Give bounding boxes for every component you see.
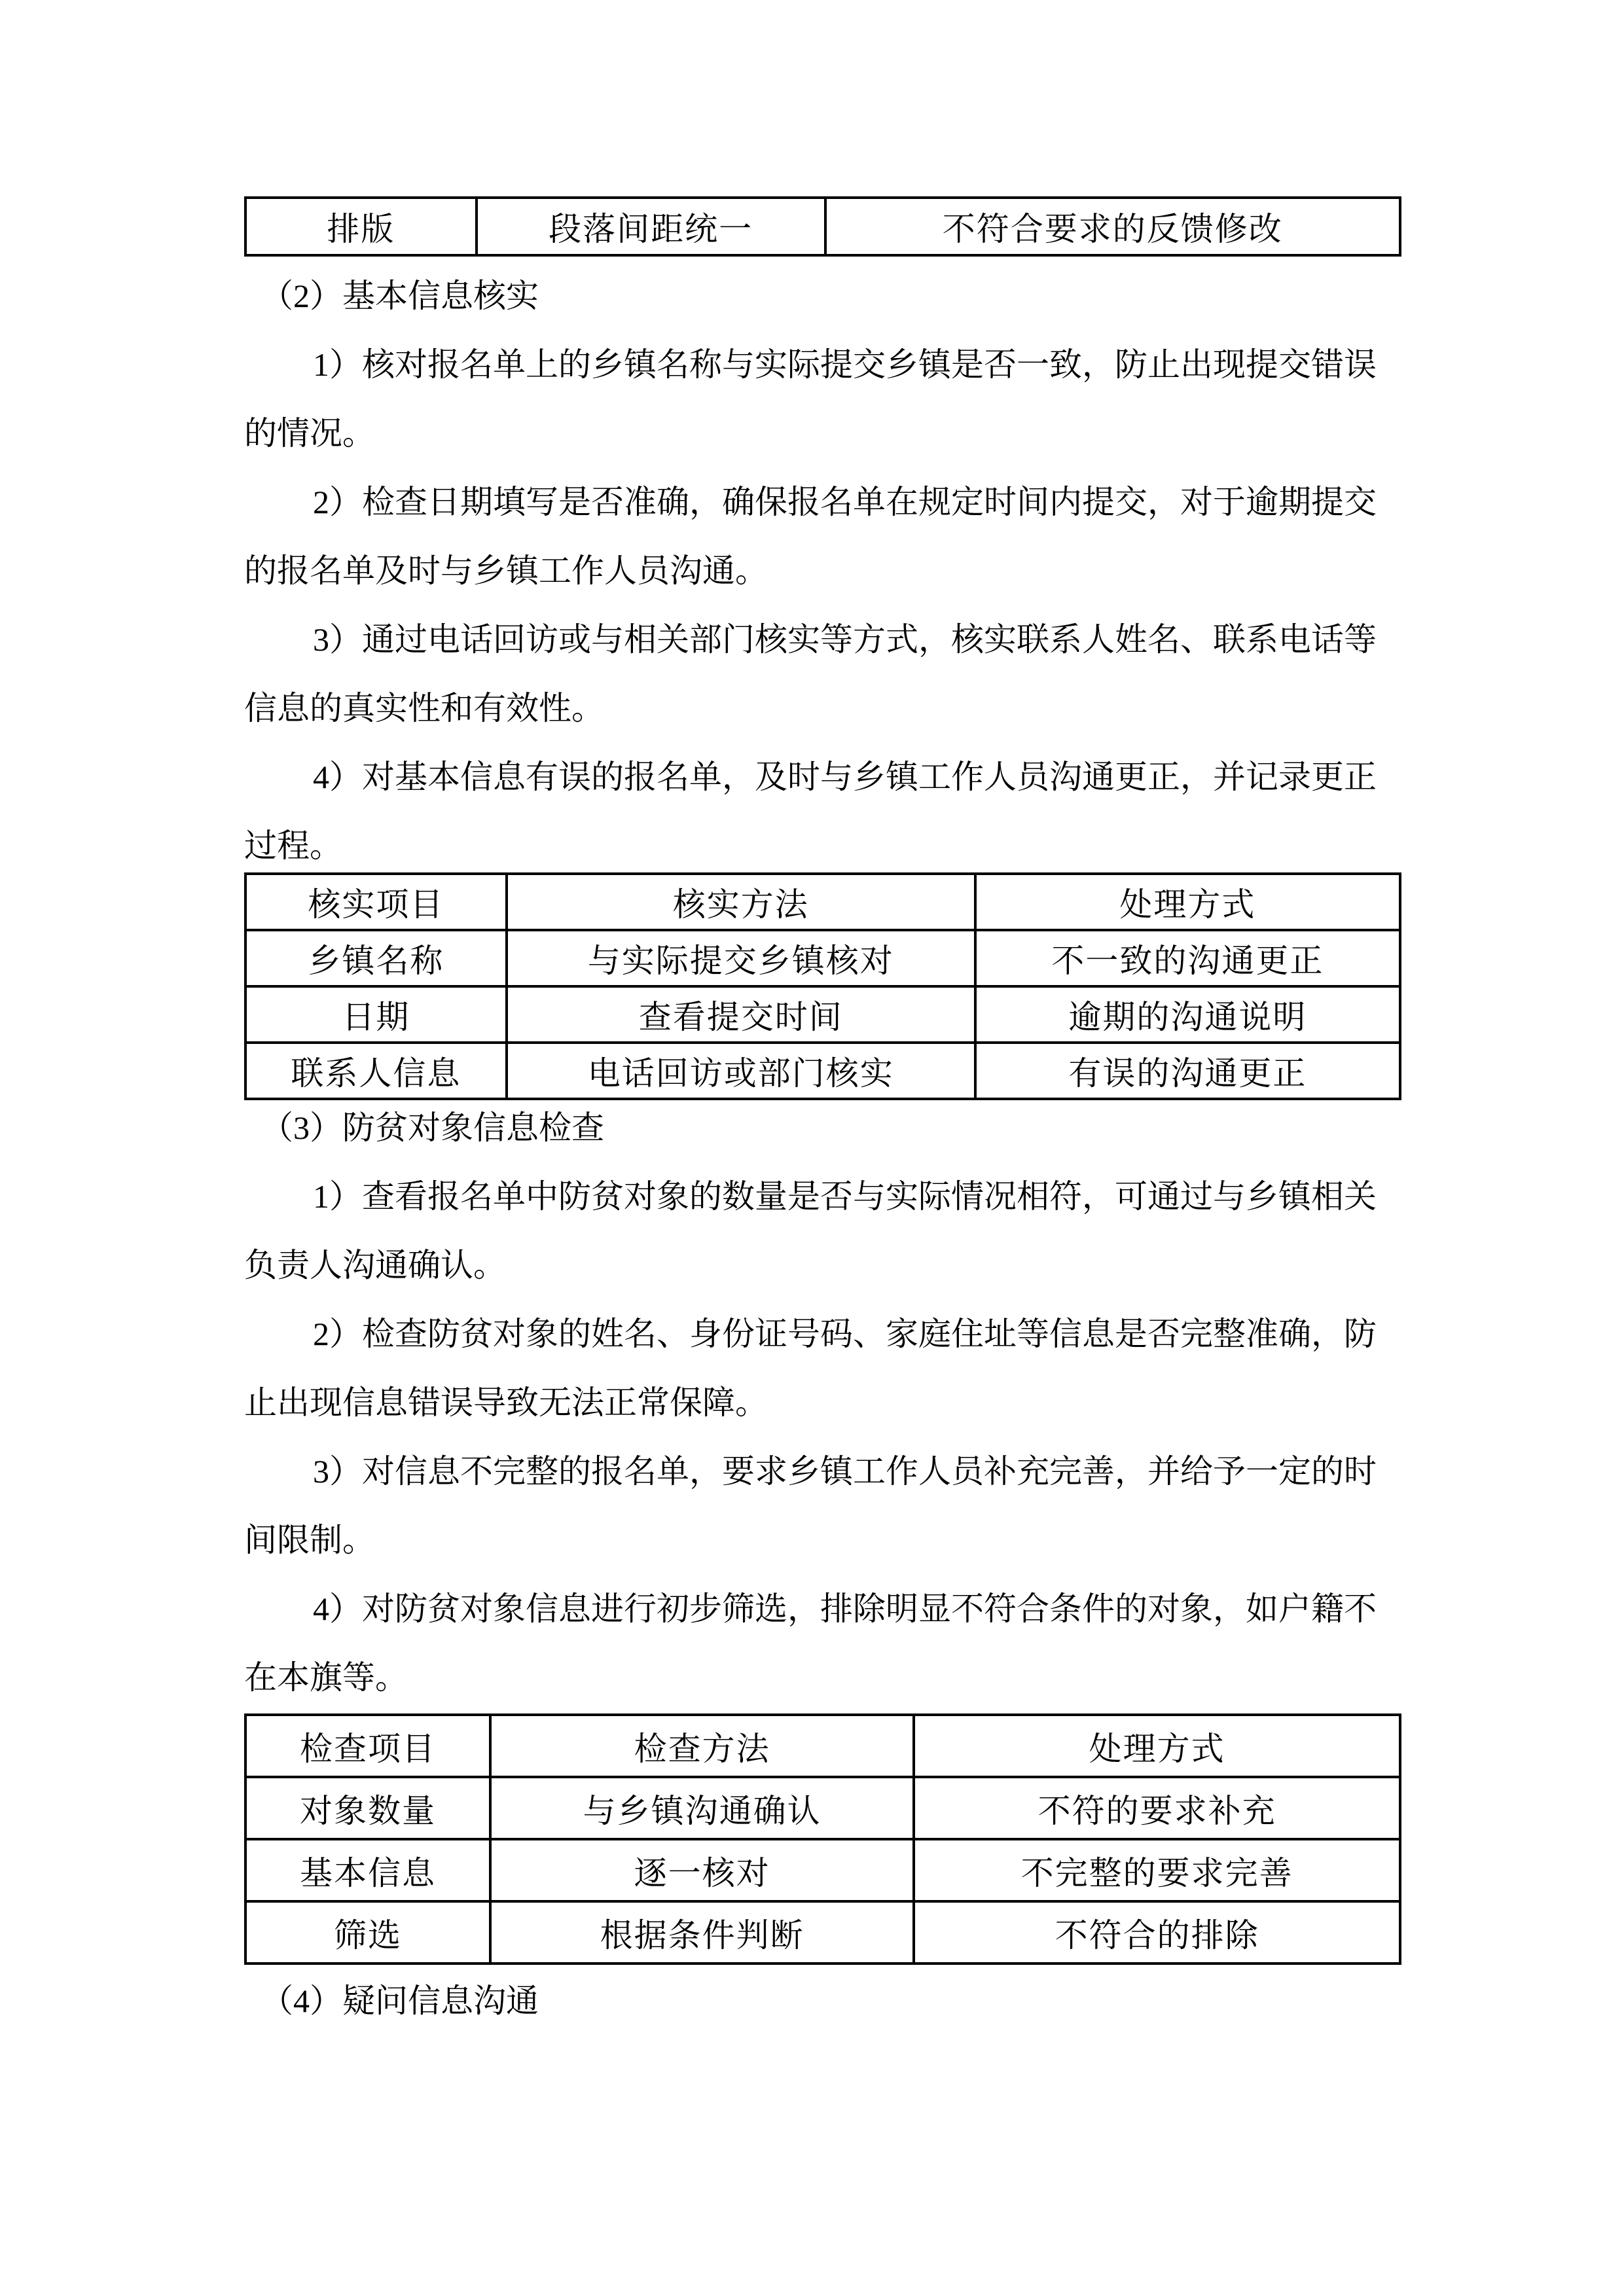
text-line: 在本旗等。 [244, 1659, 408, 1696]
text-line: 间限制。 [244, 1522, 375, 1558]
section-4-paragraphs [244, 1967, 1377, 2036]
table-cell: 不完整的要求完善 [914, 1839, 1400, 1901]
table-cell: 段落间距统一 [477, 198, 825, 255]
text-line: 4）对防贫对象信息进行初步筛选，排除明显不符合条件的对象，如户籍不 [313, 1590, 1377, 1627]
table-cell: 查看提交时间 [507, 986, 975, 1043]
table-cell: 不符合要求的反馈修改 [825, 198, 1400, 255]
table-header-row [245, 874, 1400, 930]
section-3-paragraphs [244, 1094, 1377, 1712]
text-line: 过程。 [244, 827, 342, 864]
target-info-check-table [244, 1713, 1401, 1965]
table-cell: 与乡镇沟通确认 [490, 1777, 914, 1839]
table-cell: 检查方法 [490, 1715, 914, 1777]
table-cell: 检查项目 [245, 1715, 490, 1777]
table-row [245, 198, 1400, 255]
text-line: 1）查看报名单中防贫对象的数量是否与实际情况相符，可通过与乡镇相关 [313, 1178, 1377, 1215]
basic-info-verify-table [244, 872, 1401, 1100]
table-cell: 不一致的沟通更正 [975, 930, 1400, 986]
table-cell: 不符合的排除 [914, 1901, 1400, 1964]
table-cell: 根据条件判断 [490, 1901, 914, 1964]
table-row [245, 986, 1400, 1043]
table-cell: 处理方式 [914, 1715, 1400, 1777]
table-cell: 核实项目 [245, 874, 507, 930]
table-cell: 联系人信息 [245, 1043, 507, 1099]
document-content [244, 196, 1401, 2036]
text-line: 3）对信息不完整的报名单，要求乡镇工作人员补充完善，并给予一定的时 [313, 1453, 1377, 1490]
table-cell: 逾期的沟通说明 [975, 986, 1400, 1043]
table-cell: 乡镇名称 [245, 930, 507, 986]
text-line: 信息的真实性和有效性。 [244, 690, 604, 726]
table-cell: 排版 [245, 198, 477, 255]
text-line: 的情况。 [244, 415, 375, 452]
table-row [245, 930, 1400, 986]
table-header-row [245, 1715, 1400, 1777]
text-line: 1）核对报名单上的乡镇名称与实际提交乡镇是否一致，防止出现提交错误 [313, 346, 1377, 383]
table-row [245, 1777, 1400, 1839]
text-line: 4）对基本信息有误的报名单，及时与乡镇工作人员沟通更正，并记录更正 [313, 759, 1377, 795]
table-row [245, 1901, 1400, 1964]
section-2-paragraphs [244, 262, 1377, 880]
text-line: 2）检查日期填写是否准确，确保报名单在规定时间内提交，对于逾期提交 [313, 484, 1377, 520]
table-cell: 日期 [245, 986, 507, 1043]
text-line: 止出现信息错误导致无法正常保障。 [244, 1384, 768, 1421]
text-line: 2）检查防贫对象的姓名、身份证号码、家庭住址等信息是否完整准确，防 [313, 1316, 1377, 1352]
table-cell: 处理方式 [975, 874, 1400, 930]
text-line: 的报名单及时与乡镇工作人员沟通。 [244, 552, 768, 589]
table-row [245, 1839, 1400, 1901]
text-line: 3）通过电话回访或与相关部门核实等方式，核实联系人姓名、联系电话等 [313, 621, 1377, 658]
table-cell: 筛选 [245, 1901, 490, 1964]
section-heading: （3）防贫对象信息检查 [261, 1109, 604, 1146]
table-cell: 不符的要求补充 [914, 1777, 1400, 1839]
table-cell: 与实际提交乡镇核对 [507, 930, 975, 986]
table-row [245, 1043, 1400, 1099]
table-cell: 逐一核对 [490, 1839, 914, 1901]
section-heading: （2）基本信息核实 [261, 278, 539, 314]
layout-continuation-row-table [244, 196, 1401, 257]
table-cell: 有误的沟通更正 [975, 1043, 1400, 1099]
table-cell: 电话回访或部门核实 [507, 1043, 975, 1099]
table-cell: 核实方法 [507, 874, 975, 930]
text-line: 负责人沟通确认。 [244, 1247, 506, 1283]
table-cell: 基本信息 [245, 1839, 490, 1901]
section-heading: （4）疑问信息沟通 [261, 1982, 539, 2019]
table-cell: 对象数量 [245, 1777, 490, 1839]
